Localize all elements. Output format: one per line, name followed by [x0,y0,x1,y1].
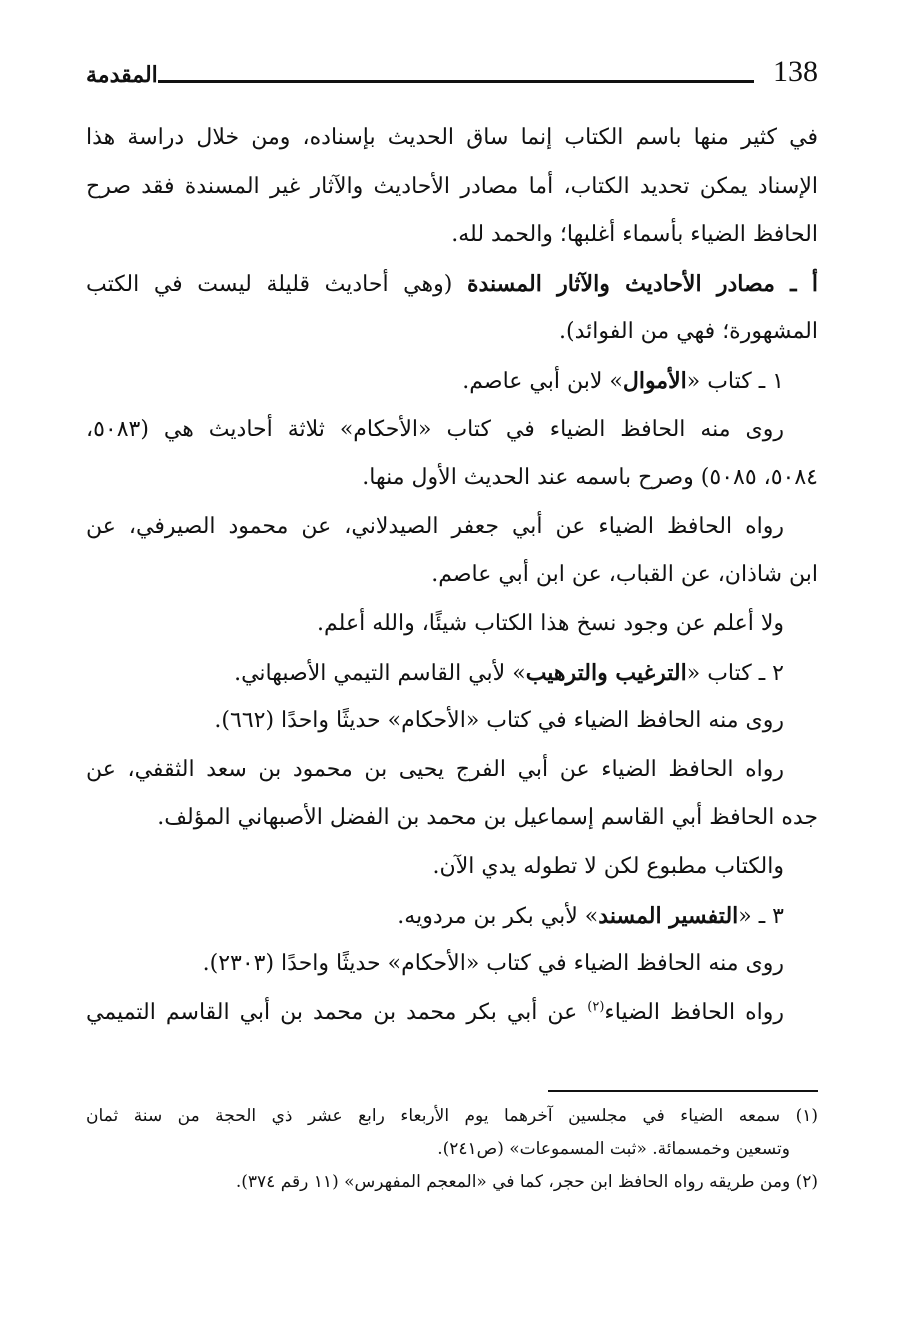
footnote-line: (١) سمعه الضياء في مجلسين آخرهما يوم الأربعاء رابع عشر ذي الحجة من سنة ثمان [86,1106,818,1126]
item-book-name: الترغيب والترهيب [525,659,687,686]
section-heading-note: (وهي أحاديث قليلة ليست في الكتب [86,271,467,297]
text-line: المشهورة؛ فهي من الفوائد). [559,319,818,345]
text-line: روى منه الحافظ الضياء في كتاب «الأحكام» ثلاثة أحاديث هي (٥٠٨٣، [86,416,784,442]
text-line: الحافظ الضياء بأسماء أغلبها؛ والحمد لله. [451,222,818,248]
text-line [86,989,818,1038]
text-line: ابن شاذان، عن القباب، عن ابن أبي عاصم. [431,562,818,588]
text-line: الإسناد يمكن تحديد الكتاب، أما مصادر الأحاديث والآثار غير المسندة فقد صرح [86,173,818,199]
text-segment: عن أبي بكر محمد بن محمد بن أبي القاسم التميمي [86,999,588,1025]
item-prefix: ١ ـ كتاب « [686,368,784,394]
footnote-line: (٢) ومن طريقه رواه الحافظ ابن حجر، كما في «المعجم المفهرس» (١١ رقم ٣٧٤). [235,1172,818,1192]
main-text [86,114,818,1037]
footnotes [86,1100,818,1199]
text-segment: رواه الحافظ الضياء [604,999,784,1025]
item-book-name: التفسير المسند [598,902,739,929]
footnote-marker: (٢) [587,999,605,1015]
item-suffix: » لأبي بكر بن مردويه. [397,903,599,929]
running-title: المقدمة [86,62,158,88]
text-line: روى منه الحافظ الضياء في كتاب «الأحكام» حديثًا واحدًا (٦٦٢). [214,708,784,734]
item-title-line [86,649,818,698]
item-prefix: ٢ ـ كتاب « [686,660,784,686]
section-heading: أ ـ مصادر الأحاديث والآثار المسندة [466,270,818,297]
text-line: ولا أعلم عن وجود نسخ هذا الكتاب شيئًا، والله أعلم. [317,610,784,636]
text-line: والكتاب مطبوع لكن لا تطوله يدي الآن. [432,853,784,879]
text-line: جده الحافظ أبي القاسم إسماعيل بن محمد بن الفضل الأصبهاني المؤلف. [157,805,818,831]
item-title-line [86,892,818,941]
text-line: رواه الحافظ الضياء عن أبي الفرج يحيى بن محمود بن سعد الثقفي، عن [86,756,784,782]
footnote-line: وتسعين وخمسمائة. «ثبت المسموعات» (ص٢٤١). [437,1139,790,1159]
item-title-line [86,357,818,406]
text-line: في كثير منها باسم الكتاب إنما ساق الحديث بإسناده، ومن خلال دراسة هذا [86,125,818,150]
text-line: ٥٠٨٤، ٥٠٨٥) وصرح باسمه عند الحديث الأول منها. [362,465,818,491]
header-rule [158,80,754,83]
item-prefix: ٣ ـ « [738,903,784,929]
section-heading-line [86,260,818,309]
footnote-separator [548,1090,818,1092]
item-book-name: الأموال [622,367,687,394]
item-suffix: » لأبي القاسم التيمي الأصبهاني. [234,660,526,686]
page-header [86,52,818,96]
page-number: 138 [773,55,818,88]
text-line: رواه الحافظ الضياء عن أبي جعفر الصيدلاني، عن محمود الصيرفي، عن [86,513,784,539]
item-suffix: » لابن أبي عاصم. [462,368,623,394]
text-line: روى منه الحافظ الضياء في كتاب «الأحكام» حديثًا واحدًا (٢٣٠٣). [202,951,784,977]
